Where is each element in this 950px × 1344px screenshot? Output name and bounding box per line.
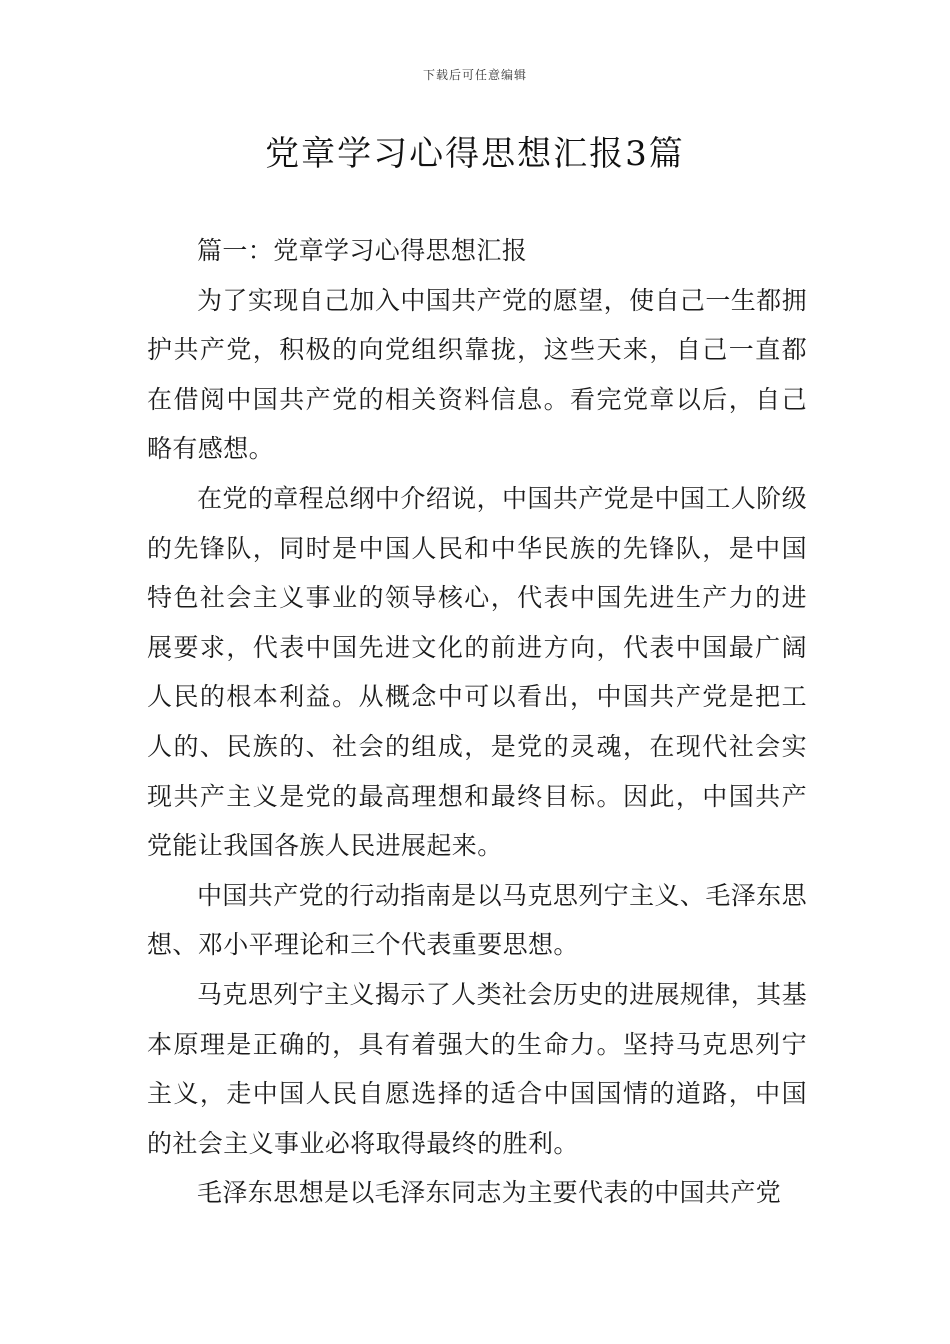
paragraph: 马克思列宁主义揭示了人类社会历史的进展规律，其基本原理是正确的，具有着强大的生命力。坚持马克思列宁主义，走中国人民自愿选择的适合中国国情的道路，中国的社会主义事业必将取得最终的胜利。 xyxy=(147,979,807,1158)
document-title: 党章学习心得思想汇报3篇 xyxy=(265,134,685,174)
paragraph: 为了实现自己加入中国共产党的愿望，使自己一生都拥护共产党，积极的向党组织靠拢，这些天来，自己一直都在借阅中国共产党的相关资料信息。看完党章以后，自己略有感想。 xyxy=(147,285,807,464)
paragraph: 毛泽东思想是以毛泽东同志为主要代表的中国共产党 xyxy=(197,1178,782,1208)
section-heading: 篇一：党章学习心得思想汇报 xyxy=(197,236,528,265)
paragraph: 中国共产党的行动指南是以马克思列宁主义、毛泽东思想、邓小平理论和三个代表重要思想。 xyxy=(147,880,807,960)
document-body xyxy=(147,226,807,1218)
header-note: 下载后可任意编辑 xyxy=(422,68,527,82)
paragraph: 在党的章程总纲中介绍说，中国共产党是中国工人阶级的先锋队，同时是中国人民和中华民族的先锋队，是中国特色社会主义事业的领导核心，代表中国先进生产力的进展要求，代表中国先进文化的前进方向，代表中国最广阔人民的根本利益。从概念中可以看出，中国共产党是把工人的、民族的、社会的组成，是党的灵魂，在现代社会实现共产主义是党的最高理想和最终目标。因此，中国共产党能让我国各族人民进展起来。 xyxy=(147,483,807,861)
